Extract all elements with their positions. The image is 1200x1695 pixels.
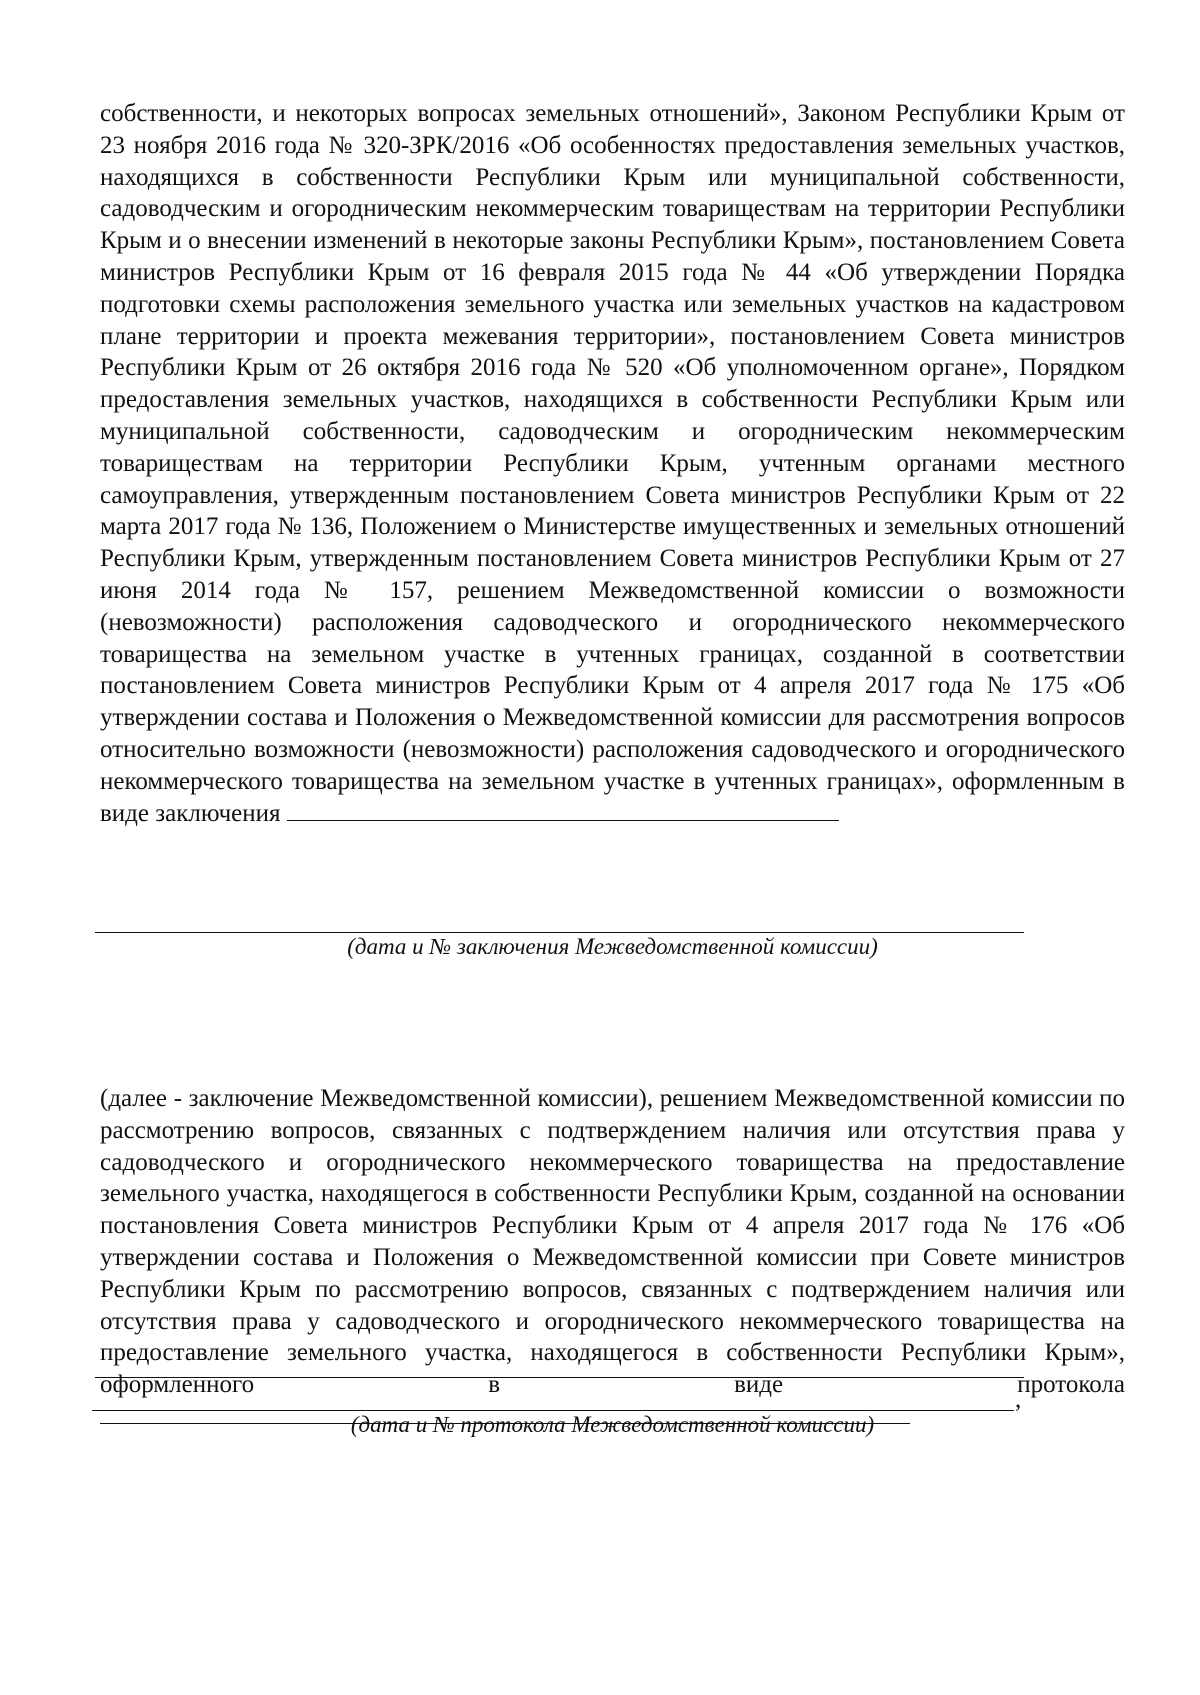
protocol-label: протокола: [1017, 1371, 1125, 1399]
protocol-underline-1: [95, 1377, 1024, 1378]
protocol-caption: (дата и № протокола Межведомственной комиссии): [350, 1412, 875, 1437]
paragraph-legal-basis-text: собственности, и некоторых вопросах земельных отношений», Законом Республики Крым от 23 ноября 2016 года № 320-ЗРК/2016 «Об особенностях предоставления земельных участков, находящихся в собственности Республики Крым или муниципальной собственности, садоводческим и огородническим некоммерческим товариществам на территории Республики Крым и о внесении изменений в некоторые законы Республики Крым», постановлением Совета министров Республики Крым от 16 февраля 2015 года № 44 «Об утверждении Порядка подготовки схемы расположения земельного участка или земельных участков на кадастровом плане территории и проекта межевания территории», постановлением Совета министров Республики Крым от 26 октября 2016 года № 520 «Об уполномоченном органе», Порядком предоставления земельных участков, находящихся в собственности Республики Крым или муниципальной собственности, садоводческим и огородническим некоммерческим товариществам на территории Республики Крым, учтенным органами местного самоуправления, утвержденным постановлением Совета министров Республики Крым от 22 марта 2017 года № 136, Положением о Министерстве имущественных и земельных отношений Республики Крым, утвержденным постановлением Совета министров Республики Крым от 27 июня 2014 года № 157, решением Межведомственной комиссии о возможности (невозможности) расположения садоводческого и огороднического некоммерческого товарищества на земельном участке в учтенных границах, созданной в соответствии постановлением Совета министров Республики Крым от 4 апреля 2017 года № 175 «Об утверждении состава и Положения о Межведомственной комиссии для рассмотрения вопросов относительно возможности (невозможности) расположения садоводческого и огороднического некоммерческого товарищества на земельном участке в учтенных границах»,: [100, 100, 1125, 795]
trailing-comma: ,: [1015, 1386, 1022, 1413]
paragraph-commission-decision-text: (далее - заключение Межведомственной комиссии), решением Межведомственной комиссии по рассмотрению вопросов, связанных с подтверждением наличия или отсутствия права у садоводческого и огороднического некоммерческого товарищества на предоставление земельного участка, находящегося в собственности Республики Крым, созданной на основании постановления Совета министров Республики Крым от 4 апреля 2017 года № 176 «Об утверждении состава и Положения о Межведомственной комиссии при Совете министров Республики Крым по рассмотрению вопросов, связанных с подтверждением наличия или отсутствия права у садоводческого и огороднического некоммерческого товарищества на предоставление земельного участка, находящегося в собственности Республики Крым», оформленного в виде: [100, 1085, 1125, 1399]
conclusion-fill-line: [287, 798, 839, 821]
paragraph-commission-decision: [100, 1083, 1125, 1433]
conclusion-caption: (дата и № заключения Межведомственной комиссии): [347, 934, 878, 959]
conclusion-label: оформленным в виде заключения: [100, 767, 1125, 827]
paragraph-legal-basis: [100, 98, 1125, 829]
